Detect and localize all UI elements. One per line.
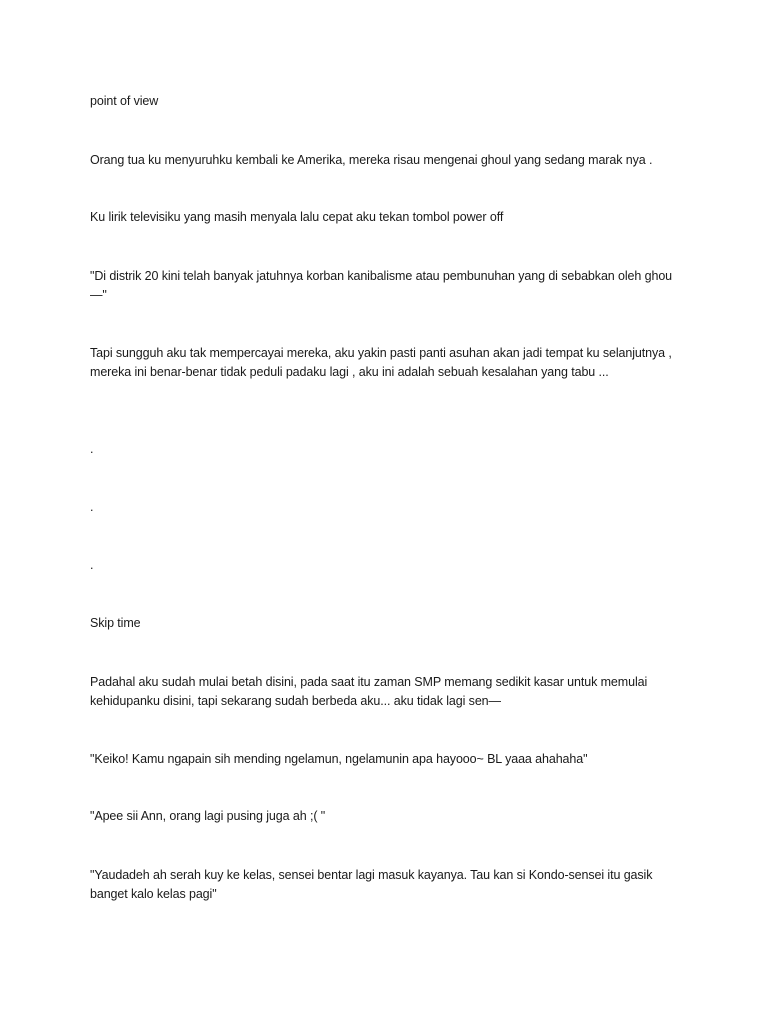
separator-dot: . [90, 500, 94, 514]
paragraph-quote: "Di distrik 20 kini telah banyak jatuhnya korban kanibalisme atau pembunuhan yang di sebabkan oleh ghou—" [90, 269, 673, 302]
separator-dot: . [90, 558, 94, 572]
paragraph-quote: "Keiko! Kamu ngapain sih mending ngelamun, ngelamunin apa hayooo~ BL yaaa ahahaha" [90, 752, 588, 766]
paragraph-quote: "Yaudadeh ah serah kuy ke kelas, sensei bentar lagi masuk kayanya. Tau kan si Kondo-sensei itu gasik banget kalo kelas pagi" [90, 868, 653, 901]
paragraph-heading-skip-time: Skip time [90, 616, 141, 630]
paragraph: Ku lirik televisiku yang masih menyala lalu cepat aku tekan tombol power off [90, 210, 504, 224]
separator-dot: . [90, 442, 94, 456]
paragraph: Tapi sungguh aku tak mempercayai mereka, aku yakin pasti panti asuhan akan jadi tempat ku selanjutnya , mereka ini benar-benar tidak peduli padaku lagi , aku ini adalah sebuah kesalahan yang tabu ... [90, 346, 672, 379]
paragraph-heading-point-of-view: point of view [90, 94, 159, 108]
paragraph: Padahal aku sudah mulai betah disini, pada saat itu zaman SMP memang sedikit kasar untuk memulai kehidupanku disini, tapi sekarang sudah berbeda aku... aku tidak lagi sen— [90, 675, 648, 708]
paragraph: Orang tua ku menyuruhku kembali ke Amerika, mereka risau mengenai ghoul yang sedang marak nya . [90, 153, 653, 167]
paragraph-quote: "Apee sii Ann, orang lagi pusing juga ah ;( " [90, 809, 326, 823]
